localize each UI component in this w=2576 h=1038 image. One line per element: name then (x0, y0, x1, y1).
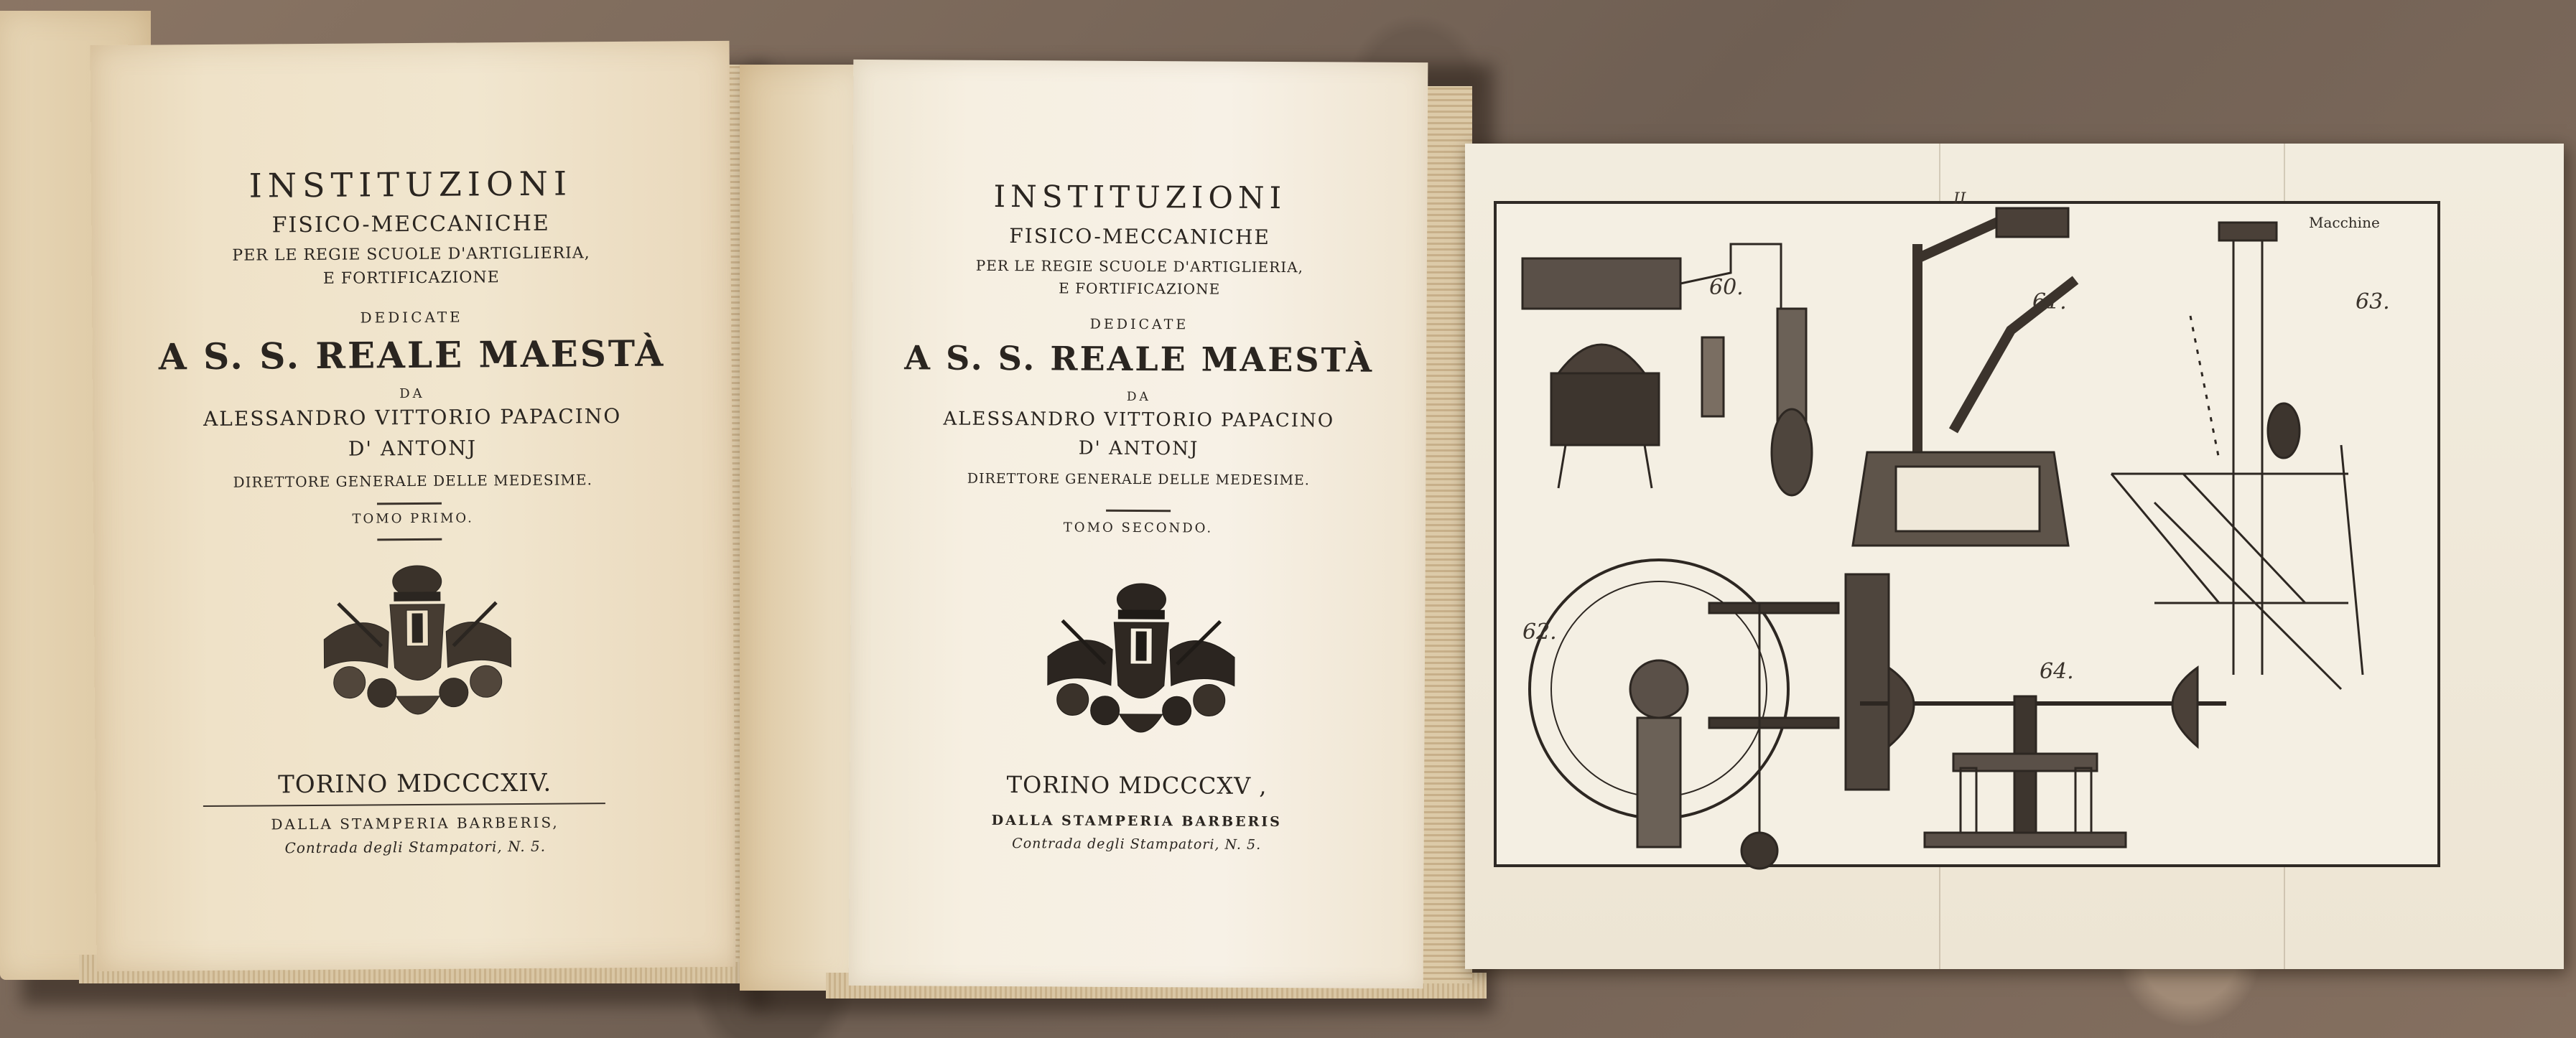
fig-60-label: 60. (1709, 275, 1744, 300)
left-dedicate: DEDICATE (360, 308, 463, 327)
left-imprint: TORINO MDCCCXIV. (277, 768, 552, 800)
left-book-title-page (90, 41, 736, 971)
middle-rule-1 (1106, 510, 1171, 512)
left-subtitle-2: PER LE REGIE SCUOLE D'ARTIGLIERIA, (232, 244, 590, 265)
middle-subtitle-1: FISICO-MECCANICHE (1009, 224, 1270, 249)
fig-62-label: 62. (1522, 619, 1557, 645)
left-author-1: ALESSANDRO VITTORIO PAPACINO (203, 403, 622, 431)
machine-engravings (1494, 190, 2435, 861)
middle-coat-of-arms-icon (1033, 577, 1249, 758)
middle-printer: DALLA STAMPERIA BARBERIS (991, 812, 1282, 831)
fig-61-label: 61. (2032, 289, 2067, 314)
middle-role: DIRETTORE GENERALE DELLE MEDESIME. (967, 470, 1310, 489)
middle-volume: TOMO SECONDO. (1063, 520, 1214, 536)
plate-header-numeral: II (1953, 190, 1966, 208)
middle-dedicate: DEDICATE (1089, 316, 1189, 333)
left-address: Contrada degli Stampatori, N. 5. (284, 837, 547, 857)
middle-title: INSTITUZIONI (993, 178, 1287, 216)
middle-subtitle-2: PER LE REGIE SCUOLE D'ARTIGLIERIA, (975, 256, 1304, 276)
middle-subtitle-3: E FORTIFICAZIONE (1059, 279, 1221, 298)
left-rule-2 (377, 538, 442, 541)
middle-book-title-page (849, 60, 1428, 988)
middle-imprint: TORINO MDCCCXV , (1006, 771, 1268, 800)
left-printer: DALLA STAMPERIA BARBERIS, (271, 813, 559, 833)
left-subtitle-1: FISICO-MECCANICHE (271, 210, 550, 238)
left-author-2: D' ANTONJ (348, 436, 478, 461)
plate-corner-label: Macchine (2309, 214, 2380, 231)
middle-author-1: ALESSANDRO VITTORIO PAPACINO (943, 408, 1335, 432)
fig-63-label: 63. (2356, 289, 2390, 314)
left-rule-3 (203, 803, 605, 807)
left-dedicatee: A S. S. REALE MAESTÀ (158, 332, 666, 378)
middle-da: DA (1126, 389, 1151, 405)
left-title: INSTITUZIONI (248, 164, 573, 205)
left-subtitle-3: E FORTIFICAZIONE (322, 268, 500, 288)
left-rule-1 (377, 502, 442, 505)
left-da: DA (399, 385, 425, 402)
left-volume: TOMO PRIMO. (352, 510, 474, 527)
left-coat-of-arms-icon (310, 559, 526, 740)
middle-book-verso-page (740, 65, 862, 991)
middle-address: Contrada degli Stampatori, N. 5. (1012, 836, 1262, 853)
middle-author-2: D' ANTONJ (1078, 437, 1199, 460)
fig-64-label: 64. (2040, 659, 2074, 684)
left-role: DIRETTORE GENERALE DELLE MEDESIME. (233, 471, 593, 491)
middle-dedicatee: A S. S. REALE MAESTÀ (904, 338, 1375, 380)
